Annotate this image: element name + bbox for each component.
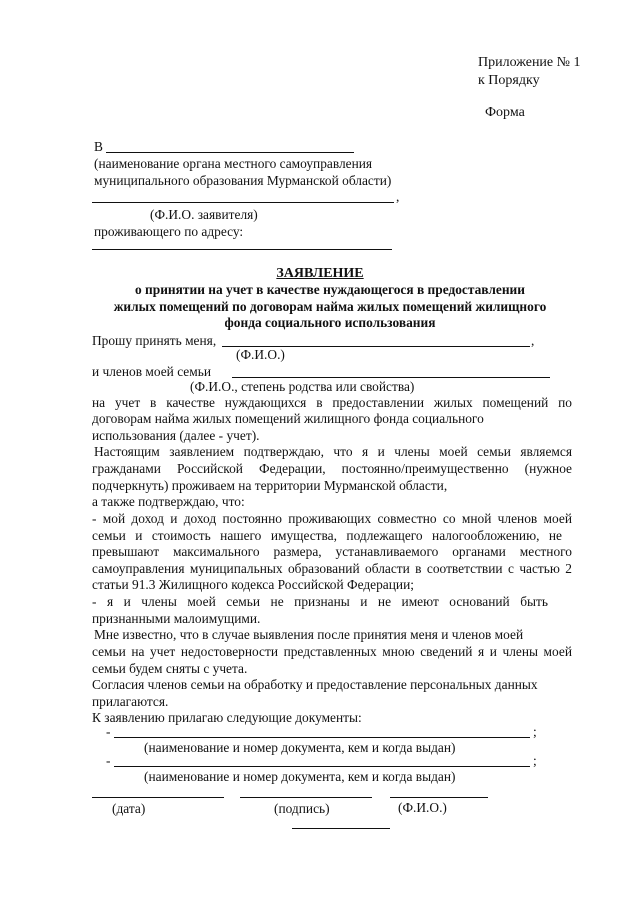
document-2-semicolon: ; <box>533 753 537 768</box>
to-prefix: В <box>94 139 103 154</box>
para3-line1: - мой доход и доход постоянно проживающих совместно со мной членов моей <box>92 511 572 526</box>
ask-label: Прошу принять меня, <box>92 333 217 348</box>
order-label: к Порядку <box>478 73 540 88</box>
para5-line3: семьи будем сняты с учета. <box>92 661 248 676</box>
para1-line3: использования (далее - учет). <box>92 428 260 443</box>
para6-line1: Согласия членов семьи на обработку и предоставление персональных данных <box>92 677 538 692</box>
documents-intro: К заявлению прилагаю следующие документы: <box>92 710 362 725</box>
document-2-caption: (наименование и номер документа, кем и когда выдан) <box>144 769 456 784</box>
para3-line2: семьи и стоимость нашего имущества, подлежащего налогообложению, не <box>92 528 562 543</box>
family-members-line[interactable] <box>232 377 550 378</box>
ask-comma: , <box>531 333 535 348</box>
fio-signature-caption: (Ф.И.О.) <box>398 800 447 815</box>
org-caption-line1: (наименование органа местного самоуправления <box>94 156 373 171</box>
form-label: Форма <box>485 105 525 120</box>
document-1-caption: (наименование и номер документа, кем и когда выдан) <box>144 740 456 755</box>
para1-line2: договорам найма жилых помещений жилищного фонда социального <box>92 411 484 426</box>
title-sub-line3: фонда социального использования <box>224 315 436 330</box>
fio-caption: (Ф.И.О.) <box>236 347 285 362</box>
signature-line[interactable] <box>240 797 372 798</box>
document-1-line[interactable] <box>114 737 530 738</box>
org-name-line[interactable] <box>106 152 354 153</box>
para3-line4: самоуправления муниципальных образований области в соответствии с частью 2 <box>92 561 572 576</box>
document-2-line[interactable] <box>114 766 530 767</box>
para3-line3: превышают максимального размера, устанавливаемого органами местного <box>92 544 572 559</box>
org-caption-line2: муниципального образования Мурманской области) <box>94 173 392 188</box>
address-line[interactable] <box>92 249 392 250</box>
residing-label: проживающего по адресу: <box>94 224 244 239</box>
date-caption: (дата) <box>112 801 146 816</box>
title-sub-line2: жилых помещений по договорам найма жилых помещений жилищного <box>113 299 547 314</box>
fio-line[interactable] <box>390 797 488 798</box>
para5-line2: семьи на учет недостоверности представленных мною сведений я и члены моей <box>92 644 572 659</box>
para2-line3: подчеркнуть) проживаем на территории Мурманской области, <box>92 478 448 493</box>
para2-line4: а также подтверждаю, что: <box>92 494 245 509</box>
para2-line2: гражданами Российской Федерации, постоянно/преимущественно (нужное <box>92 461 572 476</box>
appendix-label: Приложение № 1 <box>478 55 581 70</box>
document-2-dash: - <box>106 753 111 768</box>
applicant-fio-caption: (Ф.И.О. заявителя) <box>150 207 258 222</box>
family-label: и членов моей семьи <box>92 364 211 379</box>
applicant-fio-comma: , <box>396 189 400 204</box>
document-1-semicolon: ; <box>533 724 537 739</box>
para1-line1: на учет в качестве нуждающихся в предоставлении жилых помещений по <box>92 395 572 410</box>
family-caption: (Ф.И.О., степень родства или свойства) <box>190 379 415 394</box>
bottom-line <box>292 828 390 829</box>
document-title: ЗАЯВЛЕНИЕ <box>276 266 364 281</box>
para2-line1: Настоящим заявлением подтверждаю, что я и члены моей семьи являемся <box>94 444 572 459</box>
document-1-dash: - <box>106 724 111 739</box>
para3-line5: статьи 91.3 Жилищного кодекса Российской Федерации; <box>92 577 414 592</box>
date-line[interactable] <box>92 797 224 798</box>
para5-line1: Мне известно, что в случае выявления после принятия меня и членов моей <box>94 627 524 642</box>
para4-line2: признанными малоимущими. <box>92 611 261 626</box>
para6-line2: прилагаются. <box>92 694 169 709</box>
para4-line1: - я и члены моей семьи не признаны и не имеют оснований быть <box>92 594 548 609</box>
title-sub-line1: о принятии на учет в качестве нуждающегося в предоставлении <box>135 282 525 297</box>
applicant-fio-line[interactable] <box>92 202 394 203</box>
signature-caption: (подпись) <box>274 801 330 816</box>
